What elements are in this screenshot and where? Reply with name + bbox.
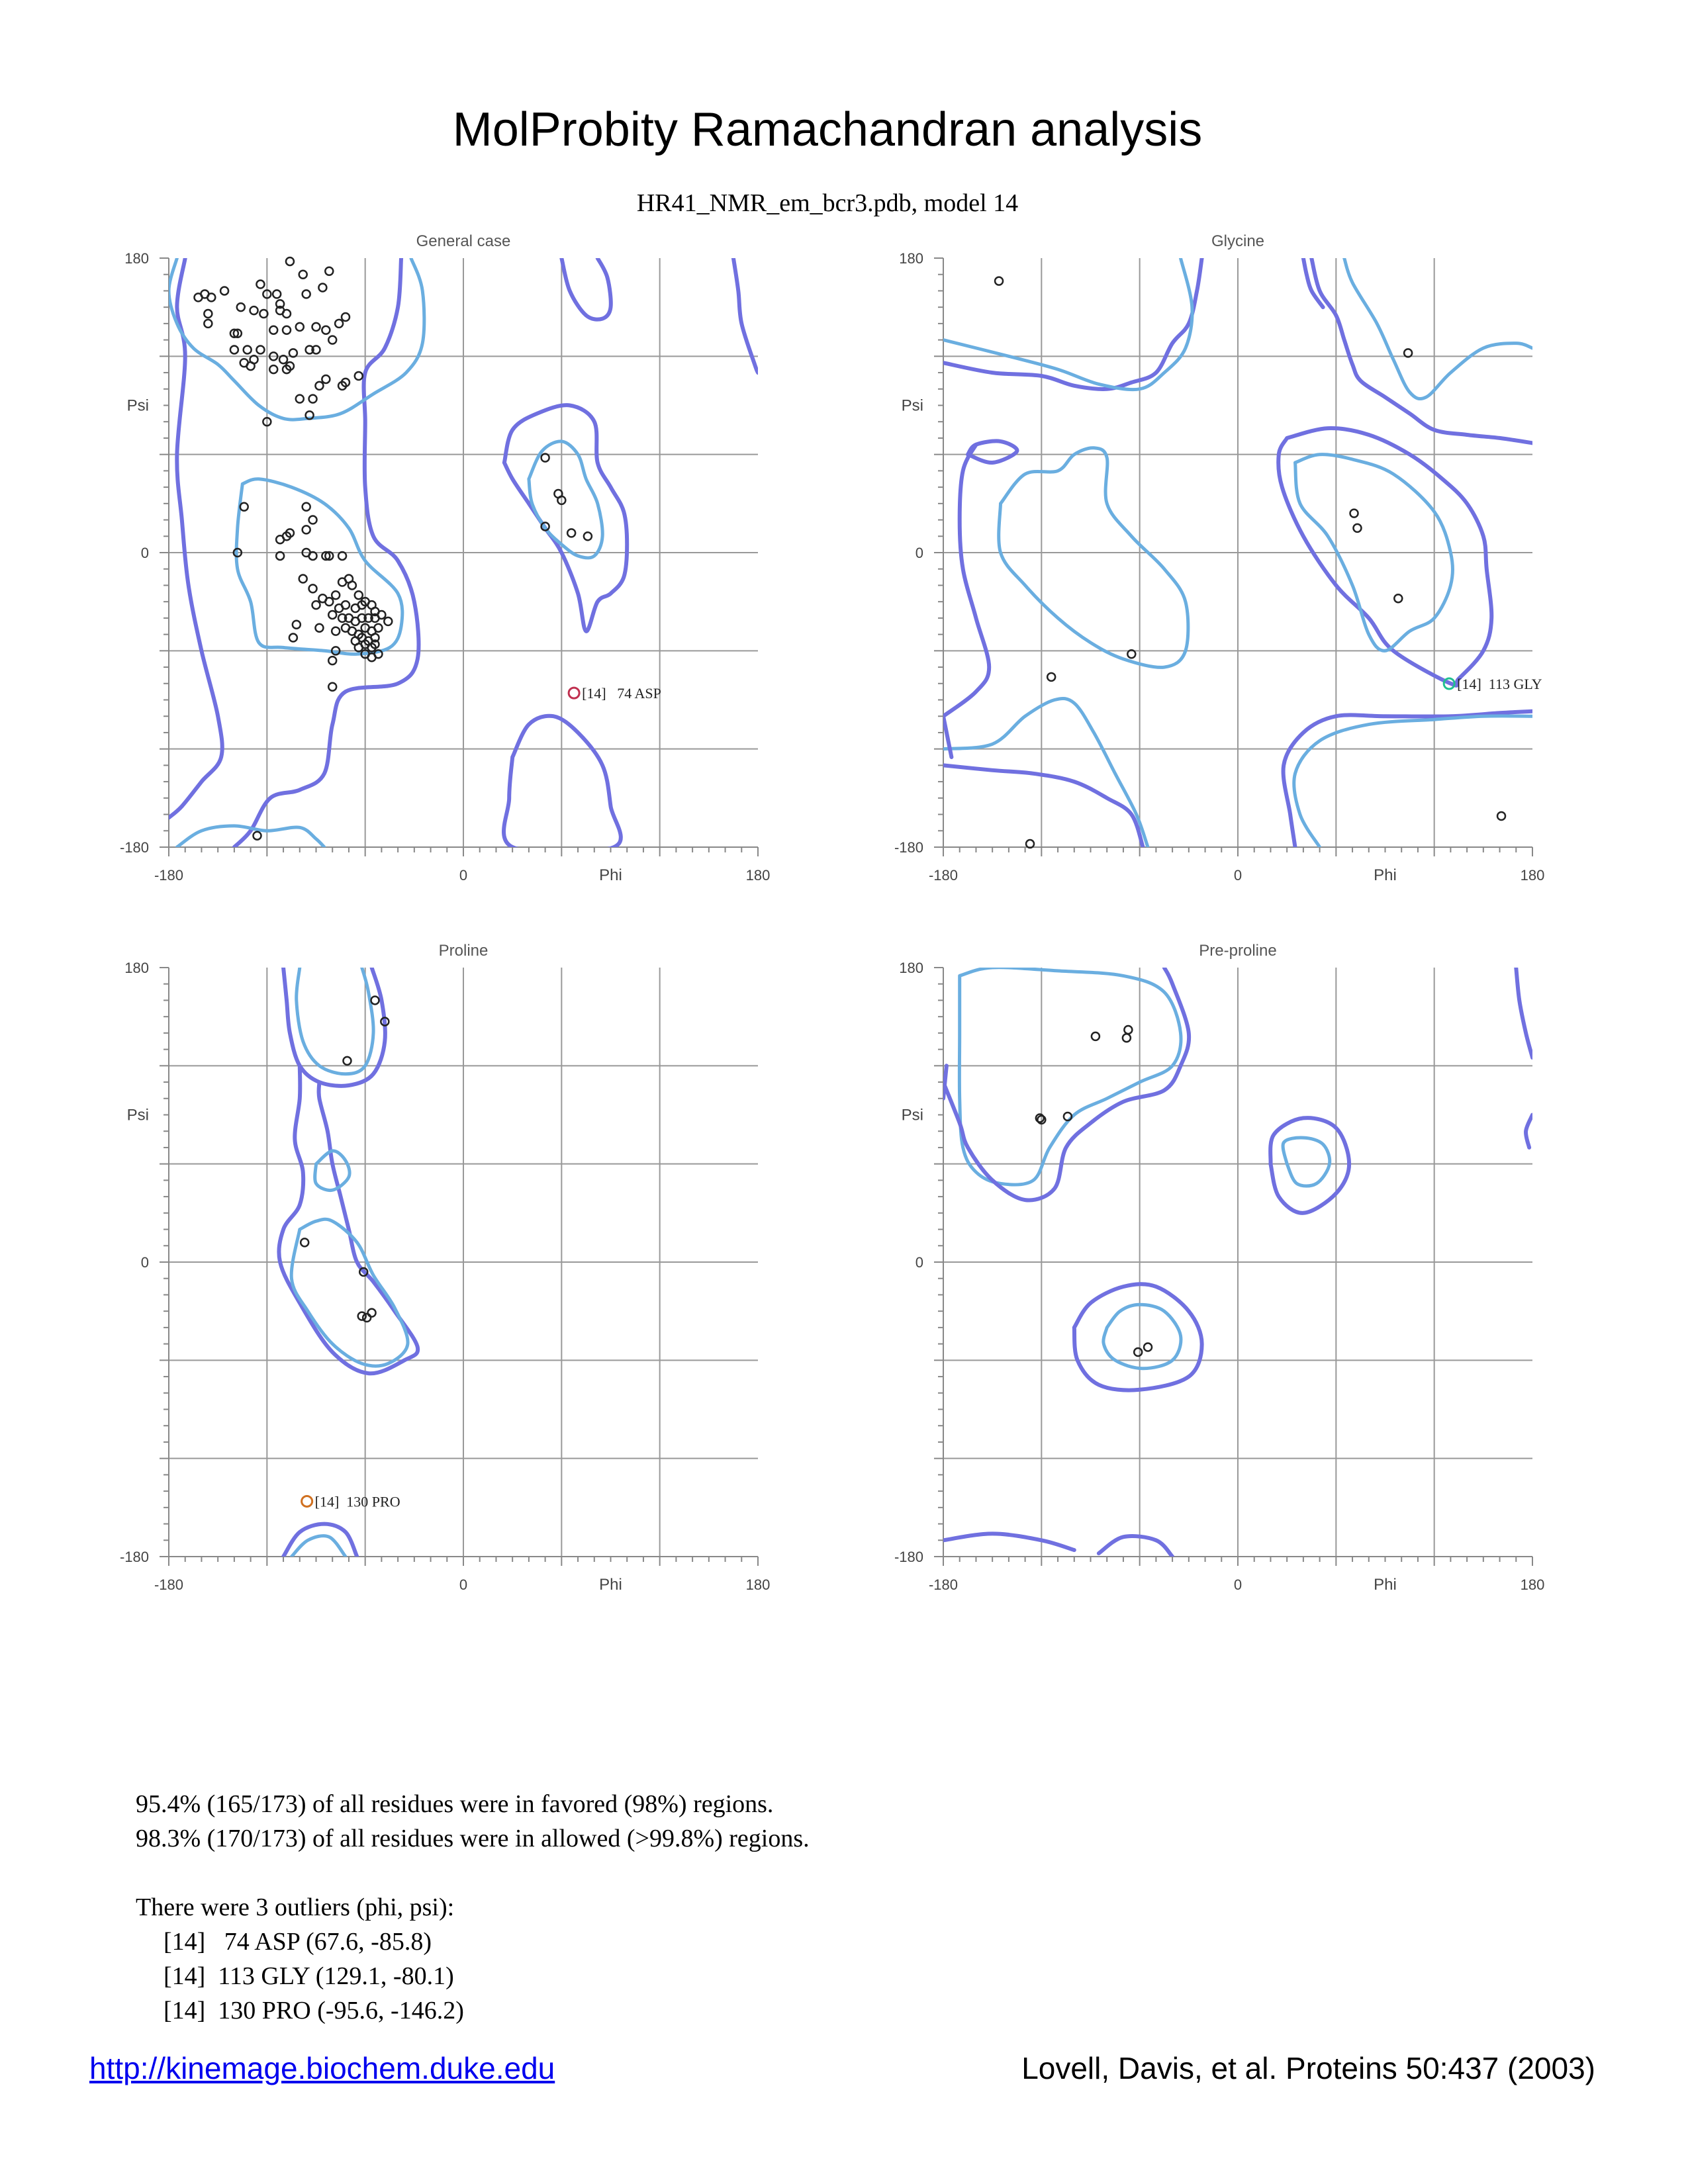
y-tick-label: 180	[899, 250, 923, 267]
data-point	[256, 345, 264, 353]
panel-0	[120, 232, 770, 884]
panel-1	[894, 232, 1544, 884]
outlier-line: [14] 130 PRO (-95.6, -146.2)	[164, 1997, 464, 2025]
allowed-contour	[1311, 258, 1532, 443]
page-title: MolProbity Ramachandran analysis	[452, 103, 1203, 156]
y-axis-label: Psi	[901, 1106, 923, 1124]
y-tick-label: 0	[915, 545, 923, 561]
data-point	[273, 290, 281, 298]
data-point	[293, 621, 301, 629]
allowed-contour	[943, 765, 1143, 847]
y-tick-label: -180	[894, 1549, 923, 1565]
data-point	[301, 1238, 308, 1246]
panel-3	[894, 942, 1544, 1594]
data-point	[204, 310, 212, 318]
x-tick-label: 0	[459, 1576, 468, 1593]
data-point	[244, 345, 252, 353]
outlier-point	[569, 688, 579, 698]
favored-contour	[1283, 1138, 1330, 1186]
x-tick-label: 180	[1520, 867, 1545, 884]
x-axis-label: Phi	[599, 1576, 622, 1594]
y-axis-label: Psi	[126, 1106, 149, 1124]
kinemage-link[interactable]: http://kinemage.biochem.duke.edu	[89, 2051, 555, 2085]
data-point	[315, 624, 323, 632]
data-point	[377, 611, 385, 619]
data-point	[368, 1309, 376, 1317]
data-point	[204, 320, 212, 328]
outlier-label: [14] 113 GLY	[1457, 676, 1542, 693]
x-tick-label: 180	[1520, 1576, 1545, 1593]
data-point	[309, 584, 317, 592]
allowed-contour	[1284, 711, 1532, 847]
data-point	[240, 503, 248, 511]
y-tick-label: 180	[124, 250, 149, 267]
x-tick-label: -180	[928, 867, 959, 884]
data-point	[1123, 1034, 1131, 1042]
allowed-contour	[1278, 428, 1491, 686]
data-point	[332, 591, 340, 599]
data-point	[567, 529, 575, 537]
data-point	[328, 611, 336, 619]
x-tick-label: 0	[459, 867, 468, 884]
panel-title: Pre-proline	[1199, 942, 1277, 960]
data-point	[1350, 510, 1358, 518]
page-subtitle: HR41_NMR_em_bcr3.pdb, model 14	[636, 189, 1019, 217]
data-point	[237, 303, 245, 311]
data-point	[371, 996, 379, 1004]
panel-2	[120, 942, 770, 1594]
data-point	[220, 287, 228, 295]
data-point	[342, 313, 350, 321]
data-point	[315, 382, 323, 390]
outlier-line: [14] 113 GLY (129.1, -80.1)	[164, 1962, 454, 1990]
data-point	[299, 575, 307, 583]
data-point	[1353, 524, 1361, 532]
data-point	[289, 634, 297, 642]
allowed-contour	[943, 968, 1189, 1200]
data-point	[309, 395, 317, 403]
data-point	[1134, 1348, 1142, 1356]
data-point	[1144, 1343, 1152, 1351]
data-point	[343, 1057, 351, 1065]
panel-title: General case	[416, 232, 511, 250]
data-point	[1394, 594, 1402, 602]
data-point	[384, 617, 392, 625]
x-tick-label: 180	[745, 867, 771, 884]
allowed-contour	[504, 405, 627, 631]
data-point	[342, 601, 350, 609]
y-tick-label: 180	[124, 960, 149, 976]
panel-title: Proline	[438, 942, 489, 960]
data-point	[328, 336, 336, 344]
allowed-contour	[943, 258, 1202, 389]
outlier-label: [14] 130 PRO	[314, 1493, 400, 1510]
data-point	[309, 516, 317, 524]
data-point	[286, 257, 294, 265]
data-point	[303, 525, 310, 533]
data-point	[322, 375, 330, 383]
y-tick-label: -180	[119, 839, 149, 856]
favored-contour	[999, 448, 1188, 668]
allowed-contour	[561, 258, 610, 320]
summary-block	[136, 1787, 1129, 2028]
allowed-contour	[1074, 1284, 1202, 1390]
data-point	[328, 683, 336, 691]
x-tick-label: 0	[1233, 1576, 1243, 1593]
allowed-contour	[1270, 1118, 1349, 1213]
data-point	[374, 624, 382, 632]
data-point	[1124, 1026, 1132, 1034]
favored-contour	[1294, 716, 1532, 847]
y-axis-label: Psi	[901, 396, 923, 415]
data-point	[247, 362, 255, 370]
data-point	[256, 281, 264, 289]
data-point	[303, 290, 310, 298]
citation-text: Lovell, Davis, et al. Proteins 50:437 (2003)	[1021, 2051, 1595, 2085]
y-axis-label: Psi	[126, 396, 149, 415]
y-tick-label: 180	[899, 960, 923, 976]
x-tick-label: -180	[154, 867, 184, 884]
allowed-contour	[504, 716, 621, 853]
data-point	[995, 277, 1003, 285]
data-point	[335, 320, 343, 328]
data-point	[584, 532, 592, 540]
x-tick-label: -180	[928, 1576, 959, 1593]
data-point	[296, 395, 304, 403]
data-point	[299, 271, 307, 279]
favored-contour	[177, 826, 324, 847]
outliers-heading: There were 3 outliers (phi, psi):	[136, 1893, 455, 1921]
data-point	[1497, 812, 1505, 820]
data-point	[1047, 673, 1055, 681]
allowed-contour	[169, 258, 222, 818]
favored-contour	[297, 968, 373, 1074]
data-point	[363, 1314, 371, 1322]
y-tick-label: 0	[915, 1254, 923, 1271]
outlier-label: [14] 74 ASP	[582, 685, 661, 702]
x-axis-label: Phi	[599, 866, 622, 884]
data-point	[322, 326, 330, 334]
x-axis-label: Phi	[1374, 866, 1397, 884]
favored-contour	[1103, 1304, 1181, 1368]
allowed-contour	[1099, 1536, 1172, 1557]
allowed-contour	[943, 1533, 1074, 1550]
allowed-contour	[943, 716, 951, 757]
data-point	[283, 326, 291, 334]
data-point	[269, 365, 277, 373]
data-point	[296, 323, 304, 331]
data-point	[254, 832, 261, 840]
y-tick-label: -180	[894, 839, 923, 856]
favored-summary: 95.4% (165/173) of all residues were in favored (98%) regions.	[136, 1790, 774, 1818]
data-point	[269, 326, 277, 334]
x-tick-label: 0	[1233, 867, 1243, 884]
favored-contour	[1344, 258, 1532, 399]
data-point	[303, 503, 310, 511]
data-point	[230, 345, 238, 353]
y-tick-label: -180	[119, 1549, 149, 1565]
allowed-summary: 98.3% (170/173) of all residues were in allowed (>99.8%) regions.	[136, 1825, 810, 1852]
x-tick-label: -180	[154, 1576, 184, 1593]
allowed-contour	[1516, 968, 1532, 1058]
favored-contour	[236, 479, 402, 655]
favored-contour	[943, 698, 1148, 847]
allowed-contour	[733, 258, 758, 373]
data-point	[328, 657, 336, 664]
allowed-contour	[943, 445, 989, 716]
outlier-point	[302, 1496, 312, 1506]
data-point	[348, 581, 356, 589]
data-point	[312, 323, 320, 331]
data-point	[312, 601, 320, 609]
data-point	[325, 267, 333, 275]
x-tick-label: 180	[745, 1576, 771, 1593]
data-point	[1092, 1032, 1100, 1040]
data-point	[318, 284, 326, 292]
panel-title: Glycine	[1211, 232, 1265, 250]
favored-contour	[959, 968, 1181, 1185]
data-point	[355, 372, 363, 380]
favored-contour	[291, 1536, 346, 1557]
data-point	[332, 627, 340, 635]
data-point	[355, 591, 363, 599]
y-tick-label: 0	[140, 545, 149, 561]
x-axis-label: Phi	[1374, 1576, 1397, 1594]
data-point	[250, 306, 258, 314]
data-point	[325, 598, 333, 606]
y-tick-label: 0	[140, 1254, 149, 1271]
data-point	[207, 293, 215, 301]
allowed-contour	[279, 1066, 418, 1373]
outlier-line: [14] 74 ASP (67.6, -85.8)	[164, 1928, 432, 1956]
allowed-contour	[1526, 1115, 1532, 1148]
